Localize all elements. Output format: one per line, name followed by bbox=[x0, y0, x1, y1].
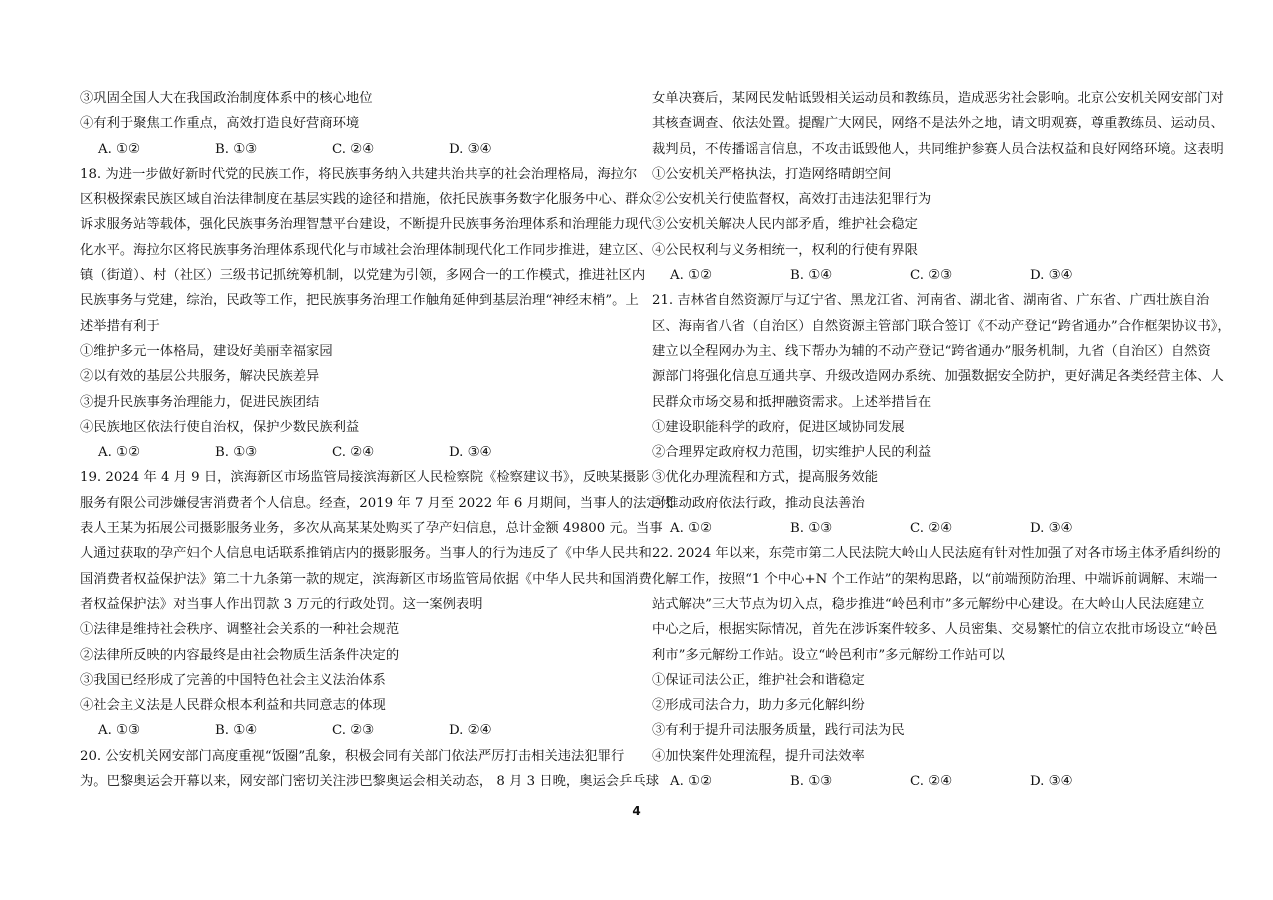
text-line: 为。巴黎奥运会开幕以来，网安部门密切关注涉巴黎奥运会相关动态， 8 月 3 日晚，奥运会乒乓球 bbox=[80, 774, 659, 790]
page-number: 4 bbox=[632, 804, 641, 818]
text-line: ③优化办理流程和方式，提高服务效能 bbox=[652, 470, 879, 486]
option-a: A. ①② bbox=[98, 445, 140, 461]
option-d: D. ③④ bbox=[449, 445, 492, 461]
text-line: 20. 公安机关网安部门高度重视“饭圈”乱象，积极会同有关部门依法严厉打击相关违法犯罪行 bbox=[80, 748, 625, 764]
text-line: 化解工作，按照“1 个中心+N 个工作站”的架构思路，以“前端预防治理、中端诉前调解、末端一 bbox=[652, 571, 1218, 587]
answer-options bbox=[80, 137, 632, 162]
text-line: ②合理界定政府权力范围，切实维护人民的利益 bbox=[652, 445, 932, 461]
text-line: 服务有限公司涉嫌侵害消费者个人信息。经查，2019 年 7 月至 2022 年 6 月期间，当事人的法定代 bbox=[80, 495, 673, 511]
text-line: ④加快案件处理流程，提升司法效率 bbox=[652, 748, 865, 764]
option-a: A. ①② bbox=[98, 141, 140, 157]
text-line: 区、海南省八省（自治区）自然资源主管部门联合签订《不动产登记“跨省通办”合作框架协议书》， bbox=[652, 318, 1231, 334]
right-column bbox=[652, 86, 1231, 794]
option-b: B. ①③ bbox=[215, 445, 258, 461]
text-line: 表人王某为拓展公司摄影服务业务，多次从高某某处购买了孕产妇信息，总计金额 49800 元。当事 bbox=[80, 521, 663, 537]
text-line: ①维护多元一体格局，建设好美丽幸福家园 bbox=[80, 343, 333, 359]
option-c: C. ②④ bbox=[910, 521, 952, 537]
text-line: ④公民权利与义务相统一，权利的行使有界限 bbox=[652, 242, 918, 258]
text-line: 述举措有利于 bbox=[80, 318, 160, 334]
option-b: B. ①③ bbox=[790, 774, 833, 790]
text-line: 站式解决”三大节点为切入点，稳步推进“岭邑利市”多元解纷中心建设。在大岭山人民法庭建立 bbox=[652, 596, 1205, 612]
text-line: 女单决赛后，某网民发帖诋毁相关运动员和教练员，造成恶劣社会影响。北京公安机关网安部门对 bbox=[652, 91, 1224, 106]
text-line: ④社会主义法是人民群众根本利益和共同意志的体现 bbox=[80, 698, 386, 714]
left-column bbox=[80, 86, 673, 794]
text-line: 18. 为进一步做好新时代党的民族工作，将民族事务纳入共建共治共享的社会治理格局，海拉尔 bbox=[80, 166, 638, 182]
text-line: ①法律是维持社会秩序、调整社会关系的一种社会规范 bbox=[80, 622, 400, 638]
text-line: ②法律所反映的内容最终是由社会物质生活条件决定的 bbox=[80, 647, 400, 663]
text-line: ①公安机关严格执法，打造网络晴朗空间 bbox=[652, 166, 892, 182]
option-c: C. ②③ bbox=[910, 268, 952, 284]
text-line: ③巩固全国人大在我国政治制度体系中的核心地位 bbox=[80, 91, 373, 106]
option-c: C. ②④ bbox=[910, 774, 952, 790]
option-d: D. ③④ bbox=[1030, 774, 1073, 790]
text-line: 人通过获取的孕产妇个人信息电话联系推销店内的摄影服务。当事人的行为违反了《中华人民共和 bbox=[80, 546, 652, 562]
option-d: D. ③④ bbox=[1030, 521, 1073, 537]
option-a: A. ①② bbox=[670, 521, 712, 537]
text-line: ③我国已经形成了完善的中国特色社会主义法治体系 bbox=[80, 672, 386, 688]
text-line: ②公安机关行使监督权，高效打击违法犯罪行为 bbox=[652, 192, 932, 208]
text-line: 者权益保护法》对当事人作出罚款 3 万元的行政处罚。这一案例表明 bbox=[80, 596, 483, 612]
text-line: 21. 吉林省自然资源厅与辽宁省、黑龙江省、河南省、湖北省、湖南省、广东省、广西壮族自治 bbox=[652, 293, 1210, 309]
text-line: ④推动政府依法行政，推动良法善治 bbox=[652, 495, 865, 511]
option-c: C. ②④ bbox=[332, 141, 374, 157]
option-d: D. ③④ bbox=[1030, 268, 1073, 284]
answer-options bbox=[652, 769, 1208, 794]
option-b: B. ①③ bbox=[790, 521, 833, 537]
text-line: ④民族地区依法行使自治权，保护少数民族利益 bbox=[80, 419, 360, 435]
answer-options bbox=[652, 516, 1208, 541]
option-d: D. ③④ bbox=[449, 141, 492, 157]
option-d: D. ②④ bbox=[449, 723, 492, 739]
text-line: 22. 2024 年以来，东莞市第二人民法院大岭山人民法庭有针对性加强了对各市场主体矛盾纠纷的 bbox=[652, 546, 1221, 562]
option-a: A. ①② bbox=[670, 268, 712, 284]
option-c: C. ②③ bbox=[332, 723, 374, 739]
option-c: C. ②④ bbox=[332, 445, 374, 461]
option-b: B. ①④ bbox=[215, 723, 258, 739]
text-line: 中心之后，根据实际情况，首先在涉诉案件较多、人员密集、交易繁忙的信立农批市场设立“岭邑 bbox=[652, 622, 1218, 638]
answer-options bbox=[80, 440, 632, 465]
answer-options bbox=[80, 718, 632, 743]
text-line: 19. 2024 年 4 月 9 日，滨海新区市场监管局接滨海新区人民检察院《检察建议书》，反映某摄影 bbox=[80, 470, 650, 486]
text-line: ③公安机关解决人民内部矛盾，维护社会稳定 bbox=[652, 217, 918, 233]
text-line: 其核查调查、依法处置。提醒广大网民，网络不是法外之地，请文明观赛，尊重教练员、运动员、 bbox=[652, 116, 1224, 132]
text-line: 化水平。海拉尔区将民族事务治理体系现代化与市域社会治理体制现代化工作同步推进，建立区、 bbox=[80, 242, 652, 258]
text-line: 镇（街道）、村（社区）三级书记抓统筹机制，以党建为引领，多网合一的工作模式，推进社区内 bbox=[80, 268, 646, 284]
text-line: 利市”多元解纷工作站。设立“岭邑利市”多元解纷工作站可以 bbox=[652, 647, 1005, 663]
text-line: ③有利于提升司法服务质量，践行司法为民 bbox=[652, 723, 905, 739]
option-b: B. ①③ bbox=[215, 141, 258, 157]
text-line: ④有利于聚焦工作重点，高效打造良好营商环境 bbox=[80, 116, 360, 132]
text-line: 国消费者权益保护法》第二十九条第一款的规定，滨海新区市场监管局依据《中华人民共和国消费 bbox=[80, 571, 652, 587]
text-line: 区积极探索民族区域自治法律制度在基层实践的途径和措施，依托民族事务数字化服务中心、群众 bbox=[80, 192, 652, 208]
text-line: ②形成司法合力，助力多元化解纠纷 bbox=[652, 698, 865, 714]
text-line: 民群众市场交易和抵押融资需求。上述举措旨在 bbox=[652, 394, 932, 410]
text-line: ①建设职能科学的政府，促进区域协同发展 bbox=[652, 419, 905, 435]
option-a: A. ①② bbox=[670, 774, 712, 790]
option-b: B. ①④ bbox=[790, 268, 833, 284]
text-line: ②以有效的基层公共服务，解决民族差异 bbox=[80, 369, 320, 385]
text-line: 诉求服务站等载体，强化民族事务治理智慧平台建设，不断提升民族事务治理体系和治理能力现代 bbox=[80, 217, 652, 233]
answer-options bbox=[652, 263, 1208, 288]
text-line: 民族事务与党建，综治，民政等工作，把民族事务治理工作触角延伸到基层治理“神经末梢”。上 bbox=[80, 293, 639, 309]
text-line: 源部门将强化信息互通共享、升级改造网办系统、加强数据安全防护，更好满足各类经营主体、人 bbox=[652, 369, 1224, 385]
text-line: ①保证司法公正，维护社会和谐稳定 bbox=[652, 672, 865, 688]
text-line: 建立以全程网办为主、线下帮办为辅的不动产登记“跨省通办”服务机制，九省（自治区）自然资 bbox=[652, 343, 1211, 359]
text-line: 裁判员，不传播谣言信息，不攻击诋毁他人，共同维护参赛人员合法权益和良好网络环境。这表明 bbox=[652, 141, 1224, 157]
text-line: ③提升民族事务治理能力，促进民族团结 bbox=[80, 394, 320, 410]
option-a: A. ①③ bbox=[98, 723, 140, 739]
